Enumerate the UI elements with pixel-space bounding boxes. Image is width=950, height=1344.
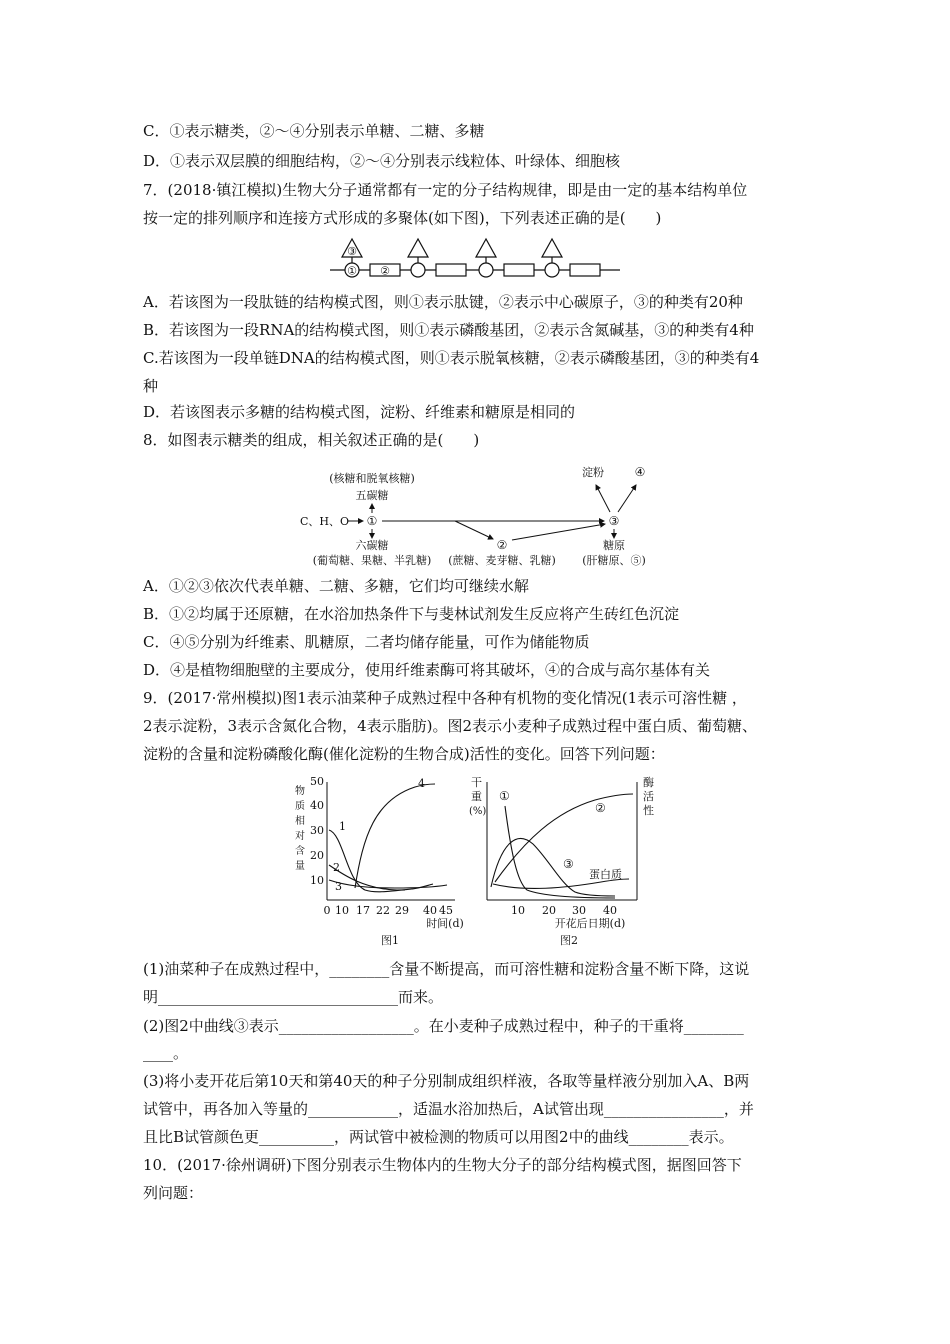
label-2: ② — [380, 264, 390, 278]
q8-option-d: D．④是植物细胞壁的主要成分，使用纤维素酶可将其破坏，④的合成与高尔基体有关 — [143, 661, 711, 679]
q6-option-d: D．①表示双层膜的细胞结构，②～④分别表示线粒体、叶绿体、细胞核 — [143, 152, 621, 170]
fig2-rlabel-c2: 活 — [643, 790, 654, 803]
fig1-xtick-17: 17 — [356, 904, 370, 917]
q6-option-c: C．①表示糖类，②～④分别表示单糖、二糖、多糖 — [143, 122, 485, 140]
fig1-ytick-20: 20 — [310, 849, 324, 862]
fig1-xlabel: 时间(d) — [426, 917, 464, 930]
fig2-caption: 图2 — [560, 934, 578, 947]
fig2-protein-label: 蛋白质 — [589, 868, 622, 881]
glycogen-label: 糖原 — [603, 539, 625, 552]
fig1-curve-label-3: 3 — [335, 880, 342, 893]
fig2-ylabel-c1: 干 — [471, 776, 482, 789]
fig1-ylabel-c6: 量 — [295, 861, 305, 872]
fig2-xtick-20: 20 — [542, 904, 556, 917]
fig1-xtick-22: 22 — [376, 904, 390, 917]
label-1: ① — [347, 264, 357, 278]
fig1-ytick-30: 30 — [310, 824, 324, 837]
fig2-xtick-30: 30 — [572, 904, 586, 917]
q9-part3-line3: 且比B试管颜色更__________，两试管中被检测的物质可以用图2中的曲线________表示。 — [143, 1128, 734, 1146]
disaccharide-list: (蔗糖、麦芽糖、乳糖) — [448, 554, 556, 567]
fig1-xtick-40: 40 — [423, 904, 437, 917]
fig1-ytick-50: 50 — [310, 775, 324, 788]
fig2-curve-label-1: ① — [499, 789, 510, 803]
fig1-curve-label-4: 4 — [418, 777, 425, 790]
q7-option-c-line1: C.若该图为一段单链DNA的结构模式图，则①表示脱氧核糖，②表示磷酸基团，③的种类有4 — [143, 349, 760, 367]
fig1-ytick-10: 10 — [310, 874, 324, 887]
hexose-list: (葡萄糖、果糖、半乳糖) — [312, 554, 432, 567]
fig1-curve-label-2: 2 — [333, 861, 340, 874]
q9-part2-line1: (2)图2中曲线③表示__________________。在小麦种子成熟过程中，种子的干重将________ — [143, 1017, 744, 1035]
starch-label: 淀粉 — [582, 466, 604, 479]
fig1-xtick-29: 29 — [395, 904, 409, 917]
fig1-curve-4 — [355, 784, 435, 888]
fig2-xtick-40: 40 — [603, 904, 617, 917]
fig1-caption: 图1 — [381, 934, 399, 947]
figure-2-chart — [465, 772, 665, 952]
q7-stem-line1: 7．(2018·镇江模拟)生物大分子通常都有一定的分子结构规律，即是由一定的基本结构单位 — [143, 181, 748, 199]
q8-stem: 8．如图表示糖类的组成，相关叙述正确的是( ) — [143, 431, 480, 449]
fig1-ylabel-c5: 含 — [295, 846, 305, 857]
q9-stem-line1: 9．(2017·常州模拟)图1表示油菜种子成熟过程中各种有机物的变化情况(1表示可溶性糖 ， — [143, 689, 747, 707]
q7-option-c-line2: 种 — [143, 377, 159, 395]
q7-option-b: B．若该图为一段RNA的结构模式图，则①表示磷酸基团，②表示含氮碱基，③的种类有4种 — [143, 321, 754, 339]
fig1-ylabel-c1: 物 — [295, 786, 305, 797]
fig2-rlabel-c1: 酶 — [643, 776, 654, 789]
pentose-label: 五碳糖 — [355, 489, 389, 502]
q7-option-d: D．若该图表示多糖的结构模式图，淀粉、纤维素和糖原是相同的 — [143, 403, 576, 421]
q9-stem-line2: 2表示淀粉，3表示含氮化合物，4表示脂肪)。图2表示小麦种子成熟过程中蛋白质、葡萄糖、 — [143, 717, 758, 735]
fig1-ylabel-c4: 对 — [295, 831, 305, 842]
glycogen-list: (肝糖原、⑤) — [582, 554, 646, 567]
q8-option-b: B．①②均属于还原糖，在水浴加热条件下与斐林试剂发生反应将产生砖红色沉淀 — [143, 605, 680, 623]
fig1-curve-label-1: 1 — [339, 820, 346, 833]
fig1-ytick-40: 40 — [310, 799, 324, 812]
q9-part3-line2: 试管中，再各加入等量的____________，适温水浴加热后，A试管出现________________，并 — [143, 1100, 754, 1118]
node-2: ② — [496, 538, 508, 552]
q7-stem-line2: 按一定的排列顺序和连接方式形成的多聚体(如下图)，下列表述正确的是( ) — [143, 209, 662, 227]
fig1-xtick-45: 45 — [439, 904, 453, 917]
fig2-curve-label-3: ③ — [563, 857, 574, 871]
elements-label: C、H、O — [300, 515, 350, 528]
fig1-xtick-0: 0 — [323, 904, 331, 917]
q9-part1-line2: 明________________________________而来。 — [143, 988, 444, 1006]
sugar-classification-figure — [290, 458, 670, 570]
fig2-ylabel-unit: (%) — [469, 806, 487, 817]
fig2-curve-1 — [505, 806, 615, 898]
q9-part2-line2: ____。 — [143, 1044, 189, 1062]
fig1-ylabel-c2: 质 — [295, 801, 305, 812]
node-1: ① — [366, 514, 378, 528]
fig1-xtick-10: 10 — [335, 904, 349, 917]
fig1-ylabel-c3: 相 — [295, 816, 305, 827]
q9-stem-line3: 淀粉的含量和淀粉磷酸化酶(催化淀粉的生物合成)活性的变化。回答下列问题： — [143, 745, 665, 763]
ribose-label: (核糖和脱氧核糖) — [329, 472, 415, 485]
fig2-rlabel-c3: 性 — [643, 804, 654, 817]
figure-1-chart — [285, 772, 465, 952]
node-4: ④ — [634, 465, 646, 479]
q7-option-a: A．若该图为一段肽链的结构模式图，则①表示肽键，②表示中心碳原子，③的种类有20种 — [143, 293, 743, 311]
q8-option-c: C．④⑤分别为纤维素、肌糖原，二者均储存能量，可作为储能物质 — [143, 633, 590, 651]
hexose-label: 六碳糖 — [355, 539, 389, 552]
fig2-ylabel-c2: 重 — [471, 790, 482, 803]
polymer-structure-figure — [330, 236, 620, 284]
fig1-curve-2 — [329, 865, 433, 890]
fig2-xlabel: 开花后日期(d) — [554, 917, 626, 930]
node-3: ③ — [608, 514, 620, 528]
label-3: ③ — [347, 245, 357, 258]
q10-stem-line1: 10．(2017·徐州调研)下图分别表示生物体内的生物大分子的部分结构模式图，据图回答下 — [143, 1156, 742, 1174]
q9-part1-line1: (1)油菜种子在成熟过程中，________含量不断提高，而可溶性糖和淀粉含量不断下降，这说 — [143, 960, 750, 978]
q8-option-a: A．①②③依次代表单糖、二糖、多糖，它们均可继续水解 — [143, 577, 529, 595]
q10-stem-line2: 列问题： — [143, 1184, 204, 1202]
fig2-curve-label-2: ② — [595, 801, 606, 815]
fig1-curve-3 — [329, 880, 447, 888]
q9-part3-line1: (3)将小麦开花后第10天和第40天的种子分别制成组织样液，各取等量样液分别加入A、B两 — [143, 1072, 750, 1090]
fig2-xtick-10: 10 — [511, 904, 525, 917]
